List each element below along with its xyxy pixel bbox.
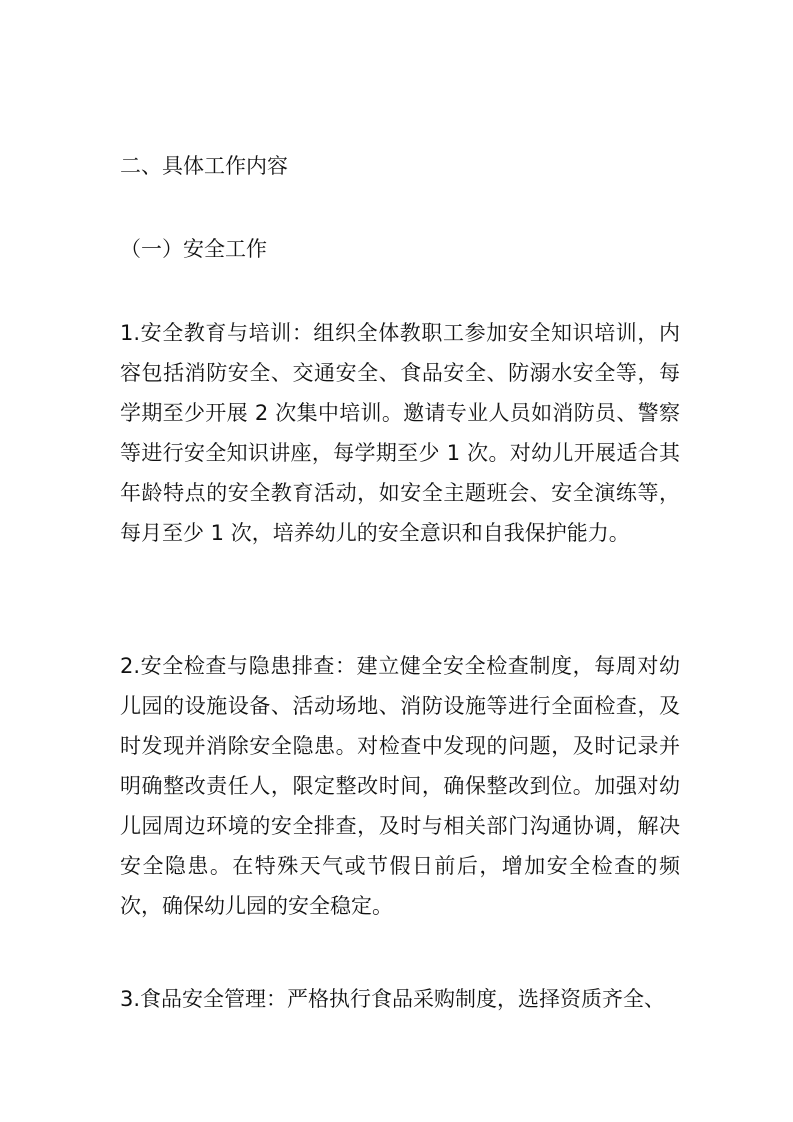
paragraph-safety-inspection: 2.安全检查与隐患排查：建立健全安全检查制度，每周对幼儿园的设施设备、活动场地、消防设施等进行全面检查，及时发现并消除安全隐患。对检查中发现的问题，及时记录并明确整改责任人，限定整改时间，确保整改到位。加强对幼儿园周边环境的安全排查，及时与相关部门沟通协调，解决安全隐患。在特殊天气或节假日前后，增加安全检查的频次，确保幼儿园的安全稳定。 bbox=[120, 654, 680, 918]
section-heading: 二、具体工作内容 bbox=[120, 154, 288, 178]
subsection-heading: （一）安全工作 bbox=[120, 237, 267, 261]
paragraph-food-safety: 3.食品安全管理：严格执行食品采购制度，选择资质齐全、 bbox=[120, 987, 666, 1011]
paragraph-safety-education: 1.安全教育与培训：组织全体教职工参加安全知识培训，内容包括消防安全、交通安全、食品安全、防溺水安全等，每学期至少开展 2 次集中培训。邀请专业人员如消防员、警察等进行安全知识讲座，每学期至少 1 次。对幼儿开展适合其年龄特点的安全教育活动，如安全主题班会、安全演练等，每月至少 1 次，培养幼儿的安全意识和自我保护能力。 bbox=[120, 321, 680, 545]
